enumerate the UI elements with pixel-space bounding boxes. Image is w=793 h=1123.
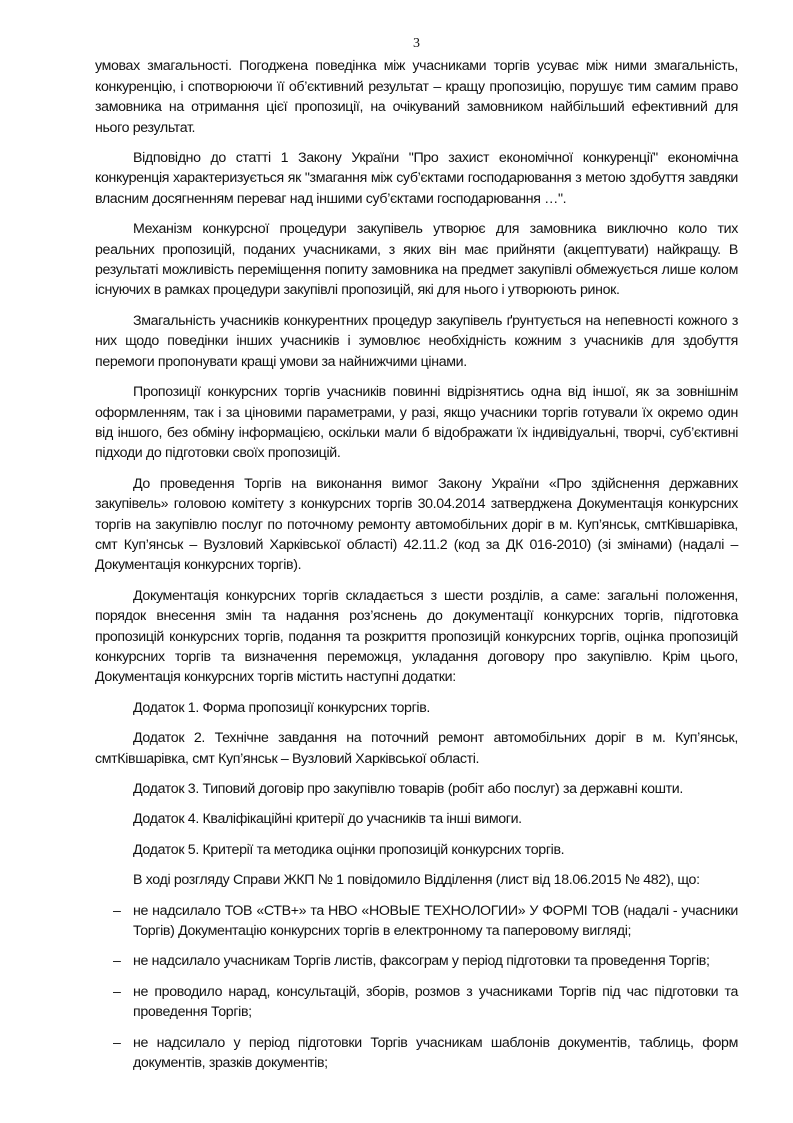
dash-bullet-icon: – [113, 953, 121, 970]
dash-list [95, 901, 738, 1074]
annex-3: Додаток 3. Типовий договір про закупівлю товарів (робіт або послуг) за державні кошти. [133, 781, 683, 797]
dash-bullet-icon: – [113, 1034, 121, 1051]
paragraph-procurement-mechanism: Механізм конкурсної процедури закупівель утворює для замовника виключно коло тих реальних пропозицій, поданих учасниками, з яких він має прийняти (акцептувати) найкращу. В результаті можливість переміщення попиту замовника на предмет закупівлі обмежується лише колом існуючих в рамках процедури закупівлі пропозицій, які для нього і утворюють ринок. [95, 221, 738, 299]
paragraph-documentation-structure: Документація конкурсних торгів складається з шести розділів, а саме: загальні положення, порядок внесення змін та надання роз’яснень до документації конкурсних торгів, підготовка пропозицій конкурсних торгів, подання та розкриття пропозицій конкурсних торгів, оцінка пропозицій конкурсних торгів та визначення переможця, укладання договору про закупівлю. Крім цього, Документація конкурсних торгів містить наступні додатки: [95, 587, 738, 686]
annex-4: Додаток 4. Кваліфікаційні критерії до учасників та інші вимоги. [133, 811, 522, 828]
list-item [95, 901, 738, 942]
annex-1: Додаток 1. Форма пропозиції конкурсних торгів. [133, 699, 430, 716]
list-item [95, 951, 738, 971]
paragraph-continuation: умовах змагальності. Погоджена поведінка між учасниками торгів усуває між ними змагальність, конкуренцію, і спотворюючи її об’єктивний результат – кращу пропозицію, порушує тим самим право замовника на отримання цієї пропозиції, на очікуваний замовником найбільший ефективний для нього результат. [95, 58, 738, 136]
list-item-text: не проводило нарад, консультацій, зборів, розмов з учасниками Торгів під час підготовки та проведення Торгів; [133, 983, 738, 1021]
list-item [95, 982, 738, 1023]
paragraph-list-intro: В ході розгляду Справи ЖКП № 1 повідомило Відділення (лист від 18.06.2015 № 482), що: [133, 872, 700, 889]
document-page [95, 34, 738, 1083]
dash-bullet-icon: – [113, 902, 121, 919]
annex-2: Додаток 2. Технічне завдання на поточний ремонт автомобільних доріг в м. Куп’янськ, смтКівшарівка, смт Куп’янськ – Вузловий Харківської області. [95, 730, 738, 767]
dash-bullet-icon: – [113, 983, 121, 1000]
paragraph-tender-documentation: До проведення Торгів на виконання вимог Закону України «Про здійснення державних закупівель» головою комітету з конкурсних торгів 30.04.2014 затверджена Документація конкурсних торгів на закупівлю послуг по поточному ремонту автомобільних доріг в м. Куп’янськ, смтКівшарівка, смт Куп’янськ – Вузловий Харківської області) 42.11.2 (код за ДК 016-2010) (зі змінами) (надалі – Документація конкурсних торгів). [95, 475, 738, 574]
paragraph-bid-differences: Пропозиції конкурсних торгів учасників повинні відрізнятись одна від іншої, як за зовнішнім оформленням, так і за ціновими параметрами, у разі, якщо учасники торгів готували їх окремо один від іншого, без обміну інформацією, оскільки мали б відображати їх індивідуальні, творчі, суб’єктивні підходи до підготовки своїх пропозицій. [95, 384, 738, 462]
paragraph-competition-law: Відповідно до статті 1 Закону України "Про захист економічної конкуренції" економічна конкуренція характеризується як "змагання між суб’єктами господарювання з метою здобуття завдяки власним досягненням переваг над іншими суб’єктами господарювання …". [95, 150, 738, 207]
annex-5: Додаток 5. Критерії та методика оцінки пропозицій конкурсних торгів. [133, 841, 565, 858]
list-item-text: не надсилало ТОВ «СТВ+» та НВО «НОВЫЕ ТЕХНОЛОГИИ» У ФОРМІ ТОВ (надалі - учасники Торгів) Документацію конкурсних торгів в електронному та паперовому вигляді; [133, 902, 738, 940]
list-item [95, 1033, 738, 1074]
list-item-text: не надсилало у період підготовки Торгів учасникам шаблонів документів, таблиць, форм документів, зразків документів; [133, 1034, 738, 1072]
page-number: 3 [413, 36, 420, 51]
list-item-text: не надсилало учасникам Торгів листів, факсограм у період підготовки та проведення Торгів; [133, 953, 710, 970]
paragraph-competitiveness: Змагальність учасників конкурентних процедур закупівель ґрунтується на непевності кожного з них щодо поведінки інших учасників і зумовлює необхідність кожним з учасників для здобуття перемоги пропонувати кращі умови за найнижчими цінами. [95, 312, 738, 370]
